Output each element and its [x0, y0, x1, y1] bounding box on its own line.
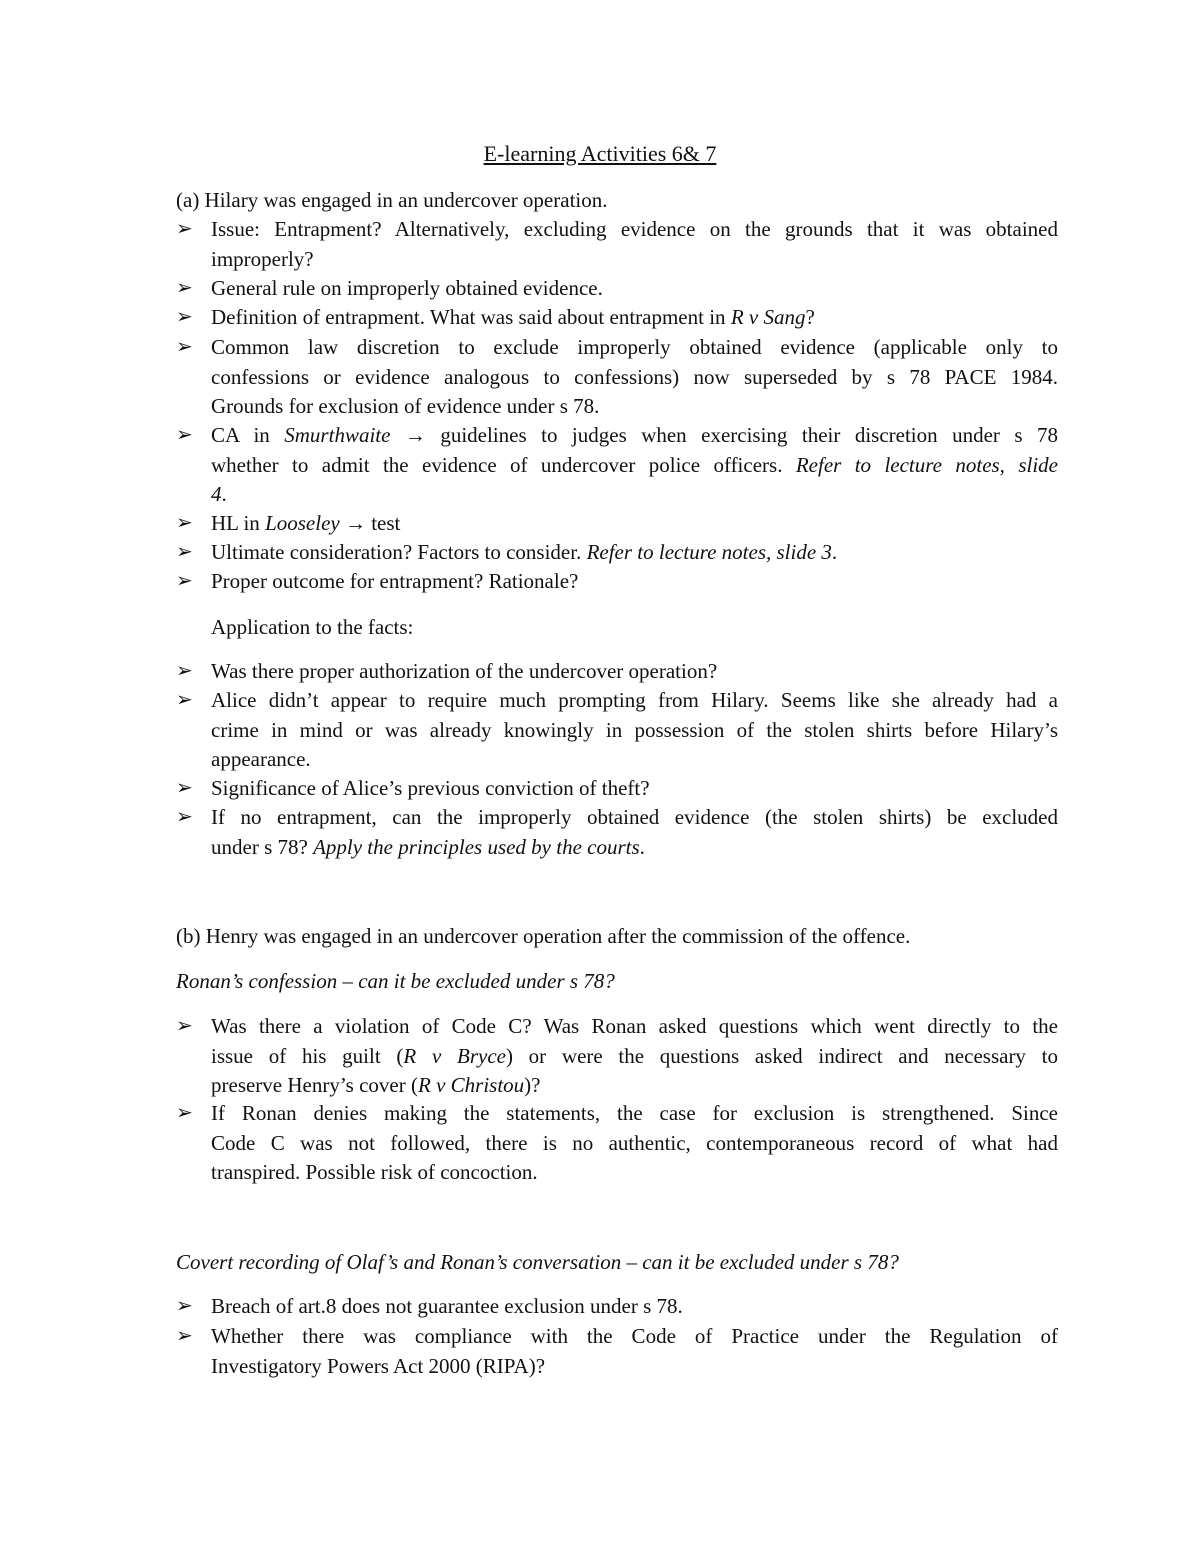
section-heading-covert-recording: Covert recording of Olaf’s and Ronan’s conversation – can it be excluded under s 78?	[176, 1250, 899, 1274]
case-name-looseley: Looseley	[265, 511, 340, 535]
document-title: E-learning Activities 6& 7	[483, 141, 717, 166]
bullet-arrow-icon: ➢	[176, 218, 193, 240]
case-name-r-v-christou: R v Christou	[418, 1073, 525, 1097]
bullet-arrow-icon: ➢	[176, 277, 193, 299]
case-name-r-v-sang: R v Sang	[730, 305, 806, 329]
case-name-smurthwaite: Smurthwaite	[284, 423, 391, 447]
bullet-alice-prompting: Alice didn’t appear to require much prompting from Hilary. Seems like she already had a crime in mind or was already knowingly in possession of the stolen shirts before Hilary’s appearance.	[211, 688, 1058, 771]
bullet-arrow-icon: ➢	[176, 1295, 193, 1317]
bullet-arrow-icon: ➢	[176, 541, 193, 563]
bullet-ultimate-consideration: Ultimate consideration? Factors to consider. Refer to lecture notes, slide 3.	[211, 540, 838, 564]
part-a-intro: (a) Hilary was engaged in an undercover operation.	[176, 188, 608, 212]
bullet-ronan-denies: If Ronan denies making the statements, the case for exclusion is strengthened. Since Code C was not followed, there is no authentic, contemporaneous record of what had transpired. Possible risk of concoction.	[211, 1101, 1058, 1184]
bullet-arrow-icon: ➢	[176, 777, 193, 799]
bullet-proper-outcome: Proper outcome for entrapment? Rationale?	[211, 569, 579, 593]
bullet-previous-conviction: Significance of Alice’s previous conviction of theft?	[211, 776, 650, 800]
bullet-arrow-icon: ➢	[176, 512, 193, 534]
bullet-general-rule: General rule on improperly obtained evidence.	[211, 276, 603, 300]
bullet-arrow-icon: ➢	[176, 1325, 193, 1347]
bullet-arrow-icon: ➢	[176, 336, 193, 358]
section-heading-confession: Ronan’s confession – can it be excluded under s 78?	[176, 969, 615, 993]
bullet-looseley: HL in Looseley → test	[211, 511, 401, 535]
bullet-no-entrapment: If no entrapment, can the improperly obtained evidence (the stolen shirts) be excluded under s 78? Apply the principles used by the courts.	[211, 805, 1058, 859]
bullet-common-law-discretion: Common law discretion to exclude improperly obtained evidence (applicable only to confessions or evidence analogous to confessions) now superseded by s 78 PACE 1984. Grounds for exclusion of evidence under s 78.	[211, 335, 1058, 418]
bullet-ripa-compliance: Whether there was compliance with the Code of Practice under the Regulation of Investigatory Powers Act 2000 (RIPA)?	[211, 1324, 1058, 1378]
bullet-arrow-icon: ➢	[176, 689, 193, 711]
bullet-arrow-icon: ➢	[176, 660, 193, 682]
bullet-arrow-icon: ➢	[176, 306, 193, 328]
bullet-arrow-icon: ➢	[176, 424, 193, 446]
bullet-arrow-icon: ➢	[176, 1015, 193, 1037]
bullet-issue: Issue: Entrapment? Alternatively, excluding evidence on the grounds that it was obtained improperly?	[211, 217, 1058, 271]
bullet-breach-art8: Breach of art.8 does not guarantee exclusion under s 78.	[211, 1294, 683, 1318]
bullet-authorization: Was there proper authorization of the undercover operation?	[211, 659, 718, 683]
bullet-arrow-icon: ➢	[176, 806, 193, 828]
bullet-code-c-violation: Was there a violation of Code C? Was Ronan asked questions which went directly to the issue of his guilt (R v Bryce) or were the questions asked indirect and necessary to preserve Henry’s cover (R v Christou)?	[211, 1014, 1058, 1097]
case-name-r-v-bryce: R v Bryce	[403, 1043, 506, 1068]
bullet-arrow-icon: ➢	[176, 1102, 193, 1124]
bullet-arrow-icon: ➢	[176, 570, 193, 592]
application-heading: Application to the facts:	[211, 615, 414, 639]
bullet-definition-entrapment: Definition of entrapment. What was said about entrapment in R v Sang?	[211, 305, 815, 329]
part-b-intro: (b) Henry was engaged in an undercover operation after the commission of the offence.	[176, 924, 911, 948]
bullet-smurthwaite: CA in Smurthwaite → guidelines to judges when exercising their discretion under s 78 whether to admit the evidence of undercover police officers. Refer to lecture notes, slide 4.	[211, 423, 1058, 506]
